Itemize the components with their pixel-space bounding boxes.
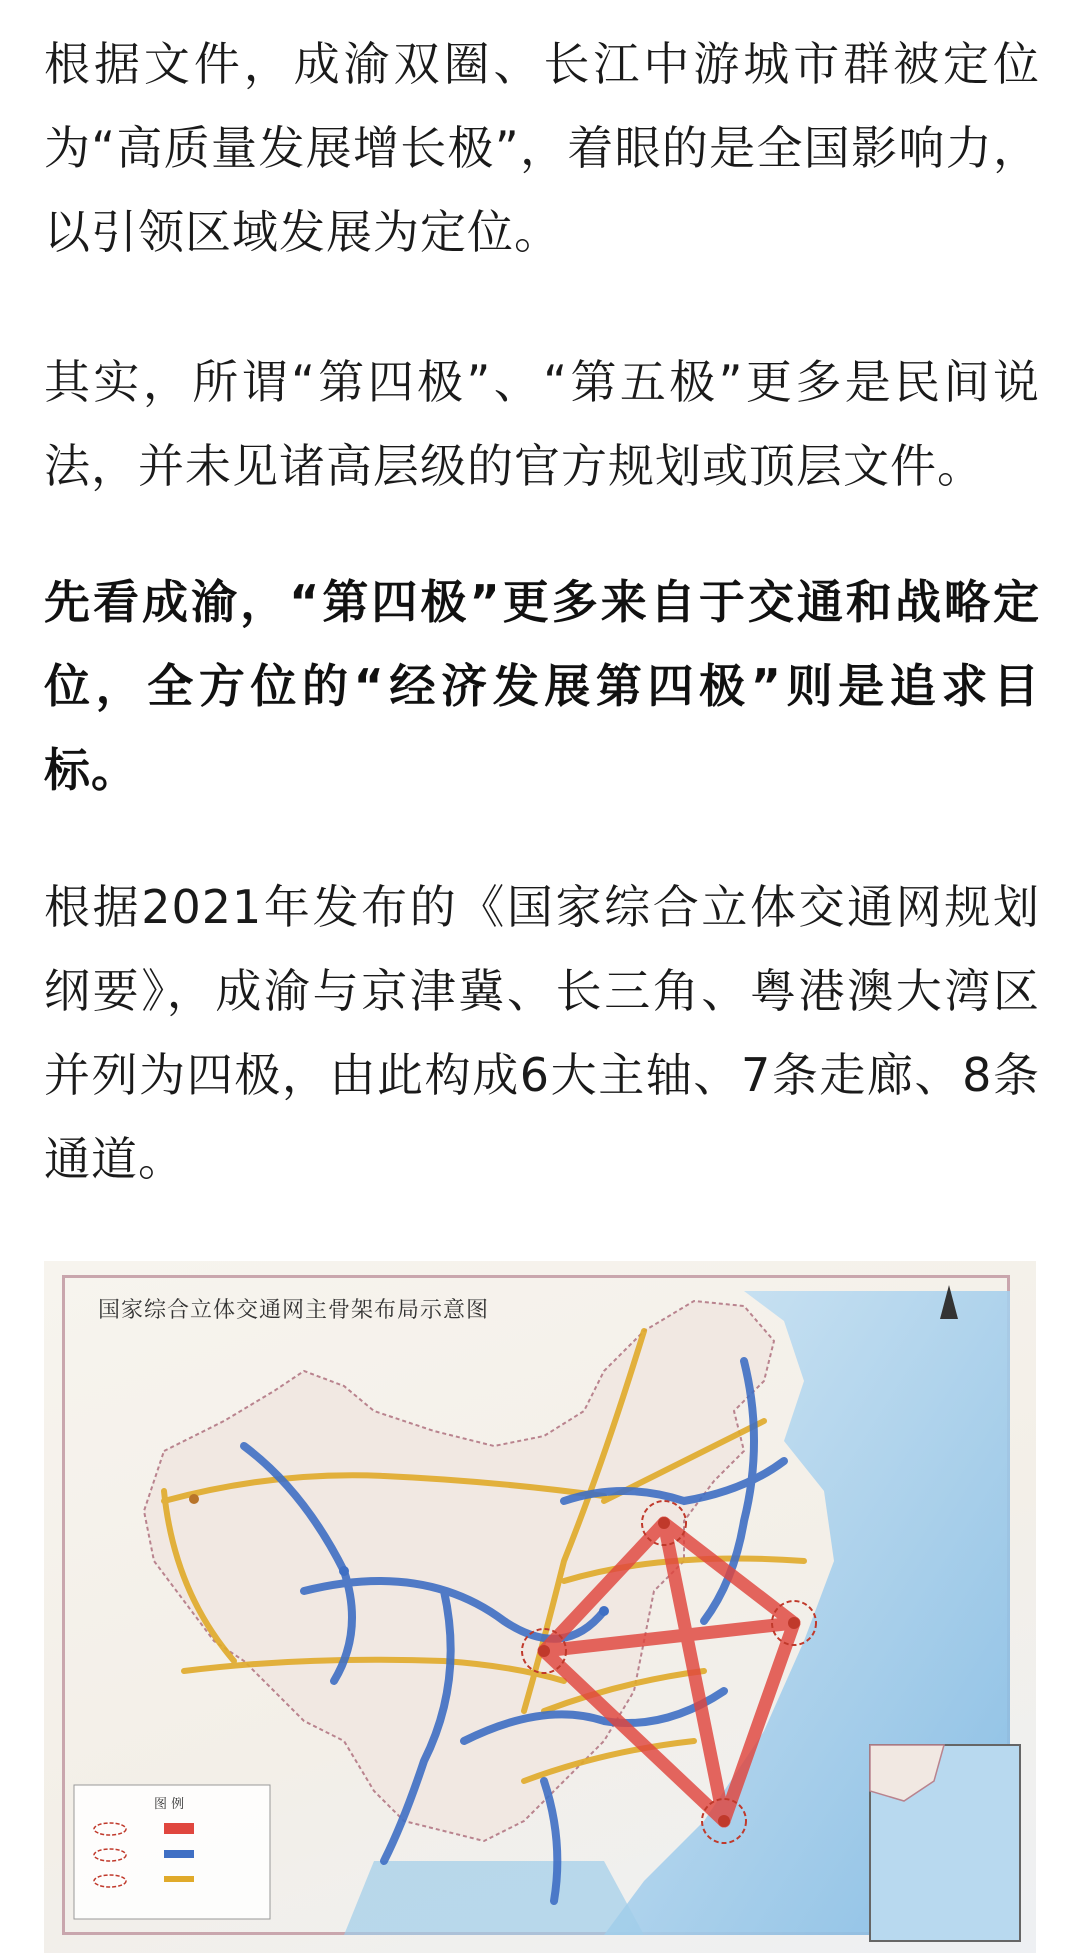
paragraph-1: 根据文件，成渝双圈、长江中游城市群被定位为“高质量发展增长极”，着眼的是全国影响力，以引领区域发展为定位。 <box>44 37 1040 259</box>
map-title: 国家综合立体交通网主骨架布局示意图 <box>98 1298 490 1323</box>
paragraph-2: 其实，所谓“第四极”、“第五极”更多是民间说法，并未见诸高层级的官方规划或顶层文件。 <box>44 355 1040 493</box>
node-dot <box>339 1566 349 1576</box>
map-graphic <box>44 1261 1036 1953</box>
paragraph-4: 根据2021年发布的《国家综合立体交通网规划纲要》，成渝与京津冀、长三角、粤港澳大湾区并列为四极，由此构成6大主轴、7条走廊、8条通道。 <box>44 880 1040 1186</box>
north-arrow-icon <box>940 1285 958 1319</box>
node-dot <box>538 1645 550 1657</box>
legend-corridor-swatch <box>164 1850 194 1858</box>
node-dot <box>189 1494 199 1504</box>
transport-network-map-image[interactable] <box>44 1261 1036 1953</box>
node-dot <box>788 1617 800 1629</box>
node-dot <box>599 1606 609 1616</box>
legend-title: 图 例 <box>154 1797 185 1812</box>
paragraph-3-bold: 先看成渝，“第四极”更多来自于交通和战略定位，全方位的“经济发展第四极”则是追求目标。 <box>44 575 1040 797</box>
legend-main-axis-swatch <box>164 1823 194 1834</box>
node-dot <box>658 1517 670 1529</box>
node-dot <box>718 1815 730 1827</box>
south-sea-area <box>344 1861 644 1935</box>
legend-channel-swatch <box>164 1876 194 1882</box>
